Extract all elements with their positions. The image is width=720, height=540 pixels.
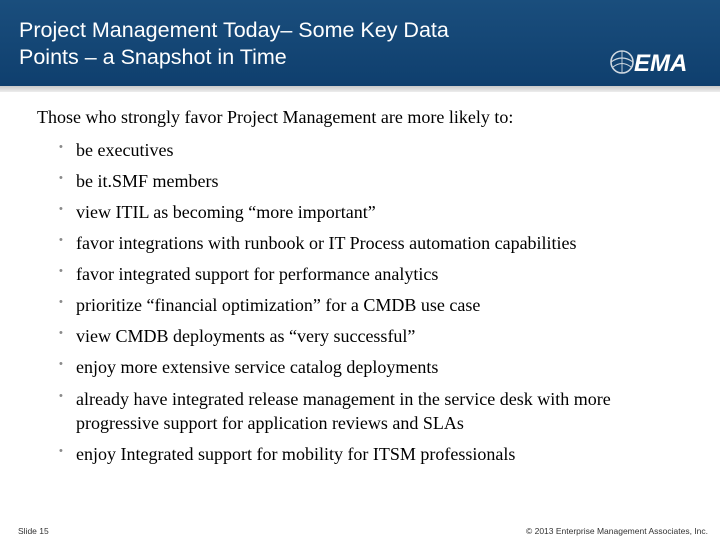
bullet-dot-icon: • xyxy=(59,172,63,184)
slide-title-line-2: Points – a Snapshot in Time xyxy=(19,45,287,69)
bullet-dot-icon: • xyxy=(59,327,63,339)
bullet-text: enjoy Integrated support for mobility for ITSM professionals xyxy=(76,444,516,464)
bullet-text: view ITIL as becoming “more important” xyxy=(76,202,376,222)
bullet-dot-icon: • xyxy=(59,390,63,402)
bullet-dot-icon: • xyxy=(59,141,63,153)
bullet-text: favor integrations with runbook or IT Process automation capabilities xyxy=(76,233,577,253)
bullet-text: be it.SMF members xyxy=(76,171,219,191)
slide-title xyxy=(19,17,579,71)
slide-number: Slide 15 xyxy=(18,526,49,536)
bullet-text: prioritize “financial optimization” for a CMDB use case xyxy=(76,295,481,315)
bullet-dot-icon: • xyxy=(59,358,63,370)
bullet-dot-icon: • xyxy=(59,234,63,246)
bullet-text: already have integrated release management in the service desk with more progressive support for application reviews and SLAs xyxy=(76,389,611,433)
globe-icon xyxy=(611,51,633,73)
bullet-text: be executives xyxy=(76,140,174,160)
bullet-dot-icon: • xyxy=(59,203,63,215)
bullet-text: favor integrated support for performance analytics xyxy=(76,264,439,284)
logo-text: EMA xyxy=(634,50,688,77)
intro-text: Those who strongly favor Project Management are more likely to: xyxy=(37,107,514,127)
bullet-dot-icon: • xyxy=(59,445,63,457)
slide-title-line-1: Project Management Today– Some Key Data xyxy=(19,18,449,42)
ema-logo xyxy=(608,40,712,80)
bullet-dot-icon: • xyxy=(59,296,63,308)
bullet-text: enjoy more extensive service catalog deployments xyxy=(76,357,439,377)
bullet-text: view CMDB deployments as “very successful” xyxy=(76,326,416,346)
copyright-notice: © 2013 Enterprise Management Associates, Inc. xyxy=(525,526,708,536)
bullet-dot-icon: • xyxy=(59,265,63,277)
title-banner-divider xyxy=(0,86,720,92)
